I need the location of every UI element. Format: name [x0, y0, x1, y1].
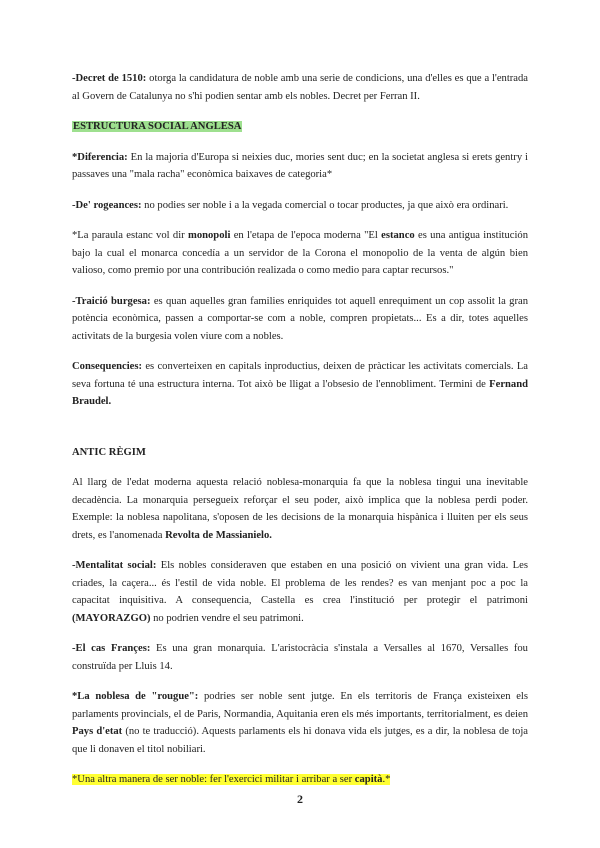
heading-antic-regim: ANTIC RÈGIM [72, 446, 146, 458]
term-mentalitat: -Mentalitat social: [72, 560, 161, 571]
paragraph-frances: -El cas Françes: Es una gran monarquia. L'aristocràcia s'instala a Versalles al 1670, Versalles fou construïda per Lluis 14. [72, 643, 528, 672]
term-decret: -Decret de 1510: [72, 73, 150, 84]
term-mayorazgo: (MAYORAZGO) [72, 612, 151, 624]
paragraph-rougue: *La noblesa de "rougue": podries ser noble sent jutge. En els territoris de França existeixen els parlaments provincials, el de Paris, Normandia, Aquitania eren els més importants, territorialment, es deien Pays d'etat (no te traducció). Aquests parlaments els hi donava vida els jutges, es a dir, la noblesa de toja que li donaven el titol nobiliari. [72, 691, 528, 755]
term-frances: -El cas Françes: [72, 643, 156, 654]
term-pays-detat: Pays d'etat [72, 726, 123, 737]
paragraph-decret: -Decret de 1510: otorga la candidatura de noble amb una serie de condicions, una d'elles es que a l'entrada al Govern de Catalunya no s'hi podien sentar amb els nobles. Decret per Ferran II. [72, 73, 529, 102]
highlighted-note: *Una altra manera de ser noble: fer l'exercici militar i arribar a ser capità.* [72, 774, 391, 785]
paragraph-consequencies: Consequencies: es converteixen en capitals inproductius, deixen de pràcticar les activitats comercials. La seva fortuna té una estructura interna. Tot això be lligat a l'obsesio de l'ennobliment. Termini de Fernand Braudel. [72, 361, 528, 407]
term-estanco: estanco [381, 230, 415, 241]
term-braudel: Fernand Braudel. [72, 378, 528, 407]
term-capita: capità [354, 774, 383, 785]
heading-estructura-social-anglesa [72, 118, 528, 136]
paragraph-llarg: Al llarg de l'edat moderna aquesta relació noblesa-monarquia fa que la noblesa tingui una inevitable decadència. La monarquia persegueix reforçar el seu poder, això implica que la noblesa perdi poder. Exemple: la noblesa napolitana, s'oposen de les decisions de la monarquia hispànica i lluiten per els seus drets, es l'anomenada Revolta de Massianielo. [72, 477, 528, 541]
term-derogeances: -De' rogeances: [72, 199, 145, 211]
term-diferencia: *Diferencia: [72, 151, 131, 163]
paragraph-mentalitat: -Mentalitat social: Els nobles consideraven que estaben en una posició on vivient una gran vida. Les criades, la caçera... és l'estil de vida noble. El problema de les rendes? es van menjant poc a poc la capacitat inquisitiva. A consequencia, Castella es crea l'institució per protegir el patrimoni (MAYORAZGO) no podrien vendre el seu patrimoni. [72, 560, 528, 624]
term-revolta: Revolta de Massianielo. [165, 529, 272, 541]
paragraph-traicio: -Traició burgesa: es quan aquelles gran families enriquides tot aquell enrequiment un cop assolit la gran potència econòmica, passen a comportar-se com a noble, compren propietats... Es a dir, totes aquelles activitats de la burgesia volen viure com a nobles. [72, 295, 528, 342]
paragraph-monopoli: *La paraula estanc vol dir monopoli en l'etapa de l'epoca moderna "El estanco es una antigua institución bajo la cual el monarca concedía a un servidor de la Corona el monopolio de la venta de algún bien valioso, como premio por una contribución realizada o como medio para captar recursos." [72, 230, 528, 276]
highlighted-heading: ESTRUCTURA SOCIAL ANGLESA [73, 121, 242, 132]
term-traicio: -Traició burgesa: [72, 295, 154, 307]
term-rougue: *La noblesa de "rougue": [72, 691, 204, 702]
page-body [72, 70, 528, 802]
paragraph-derogeances: -De' rogeances: no podies ser noble i a la vegada comercial o tocar productes, ja que això era ordinari. [72, 199, 509, 211]
page-number: 2 [297, 792, 303, 806]
spacer [72, 424, 528, 444]
term-consequencies: Consequencies: [72, 361, 146, 372]
term-monopoli: monopoli [188, 230, 231, 241]
paragraph-militar [72, 771, 528, 789]
paragraph-diferencia: *Diferencia: En la majoria d'Europa si neixies duc, mories sent duc; en la societat anglesa si erets gentry i passaves una "mala racha" econòmica baixaves de categoria* [72, 151, 528, 180]
